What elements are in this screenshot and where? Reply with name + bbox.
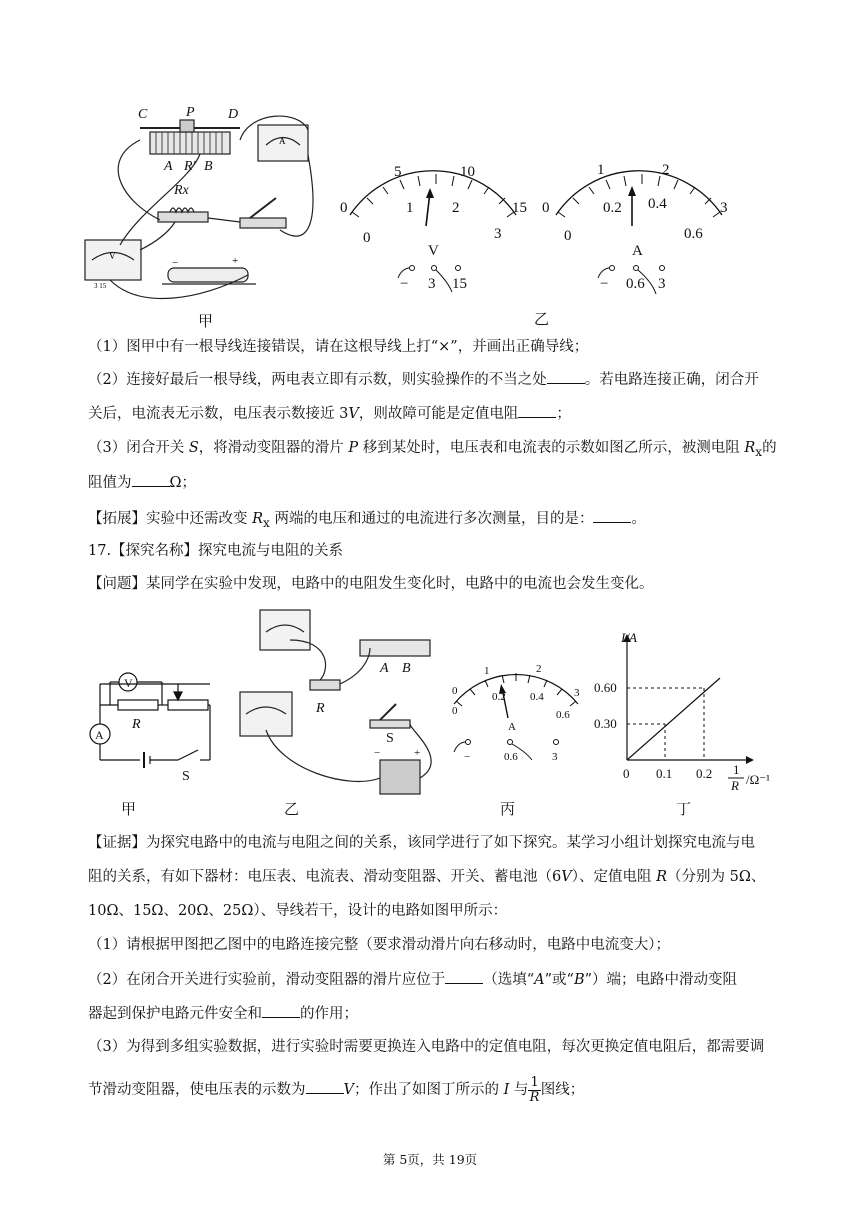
schematic-jia xyxy=(90,673,210,768)
p3b-text-4: 图线； xyxy=(540,1082,585,1098)
label-r-prime: R′ xyxy=(184,159,196,174)
p2a-symbol-a: A xyxy=(534,972,545,988)
p3b-text-3: 与 xyxy=(509,1082,529,1098)
switch xyxy=(240,218,286,228)
p2a-text-1: （2）在闭合开关进行实验前，滑动变阻器的滑片应位于 xyxy=(88,972,446,988)
rheostat-slider xyxy=(180,120,194,132)
amp-top-0: 0 xyxy=(542,200,550,216)
q3a-text-4: 的 xyxy=(762,440,777,456)
ding-xtick-0-2: 0.2 xyxy=(696,766,713,781)
q3a-text-3: 移到某处时，电压表和电流表的示数如图乙所示，被测电阻 xyxy=(358,440,745,456)
q2a-text-2: 。若电路连接正确，闭合开 xyxy=(584,372,759,388)
amp-bottom-0-4: 0.4 xyxy=(648,196,667,212)
amp-term-minus: − xyxy=(600,276,609,292)
battery xyxy=(168,268,248,282)
volt-bottom-1: 1 xyxy=(406,200,414,216)
ding-ytick-0-60: 0.60 xyxy=(594,680,617,695)
question-17-2b xyxy=(88,1003,788,1024)
p2a-symbol-b: B xyxy=(573,972,585,988)
data-line xyxy=(627,678,720,760)
answer-blank[interactable] xyxy=(132,472,170,487)
q3a-symbol-s: S xyxy=(188,440,199,456)
amp-top-3: 3 xyxy=(720,200,728,216)
question-17-3b xyxy=(88,1073,788,1107)
question-17-problem: 【问题】某同学在实验中发现，电路中的电阻发生变化时，电路中的电流也会发生变化。 xyxy=(88,576,654,592)
amp-letter: A xyxy=(632,243,643,259)
ev2-unit-v: V xyxy=(561,869,572,885)
question-17-2a xyxy=(88,969,788,990)
bing-bottom-0: 0 xyxy=(452,705,458,717)
voltmeter-dial xyxy=(340,164,527,292)
fraction-denominator-r: R xyxy=(529,1089,540,1105)
bing-top-2: 2 xyxy=(536,663,542,675)
caption-bing: 丙 xyxy=(500,800,516,818)
q2b-text-3: ； xyxy=(556,406,571,422)
question-17-title: 17.【探究名称】探究电流与电阻的关系 xyxy=(88,543,344,559)
ext-symbol-r: R xyxy=(252,511,264,527)
fraction-numerator: 1 xyxy=(530,1074,539,1090)
volt-top-0: 0 xyxy=(340,200,348,216)
question-16-3a xyxy=(88,438,788,462)
volt-term-minus: − xyxy=(400,276,409,292)
figure-1 xyxy=(80,100,780,325)
jia-a: A xyxy=(95,728,104,742)
question-16-2a xyxy=(88,369,788,390)
device-photo-yi xyxy=(240,610,431,794)
ding-xlabel-num: 1 xyxy=(733,762,740,777)
yi-plus: + xyxy=(414,747,421,759)
question-16-1: （1）图甲中有一根导线连接错误，请在这根导线上打“×”，并画出正确导线； xyxy=(88,339,589,355)
ding-xtick-0-1: 0.1 xyxy=(656,766,673,781)
ext-text-3: 。 xyxy=(631,511,646,527)
bing-top-1: 1 xyxy=(484,665,490,677)
answer-blank[interactable] xyxy=(593,508,631,523)
caption-jia-2: 甲 xyxy=(121,800,137,818)
ammeter-letter: A xyxy=(279,136,286,146)
ext-text-2: 两端的电压和通过的电流进行多次测量，目的是： xyxy=(269,511,594,527)
ammeter-dial-bing xyxy=(452,663,580,763)
answer-blank[interactable] xyxy=(445,969,483,984)
bing-bottom-0-6: 0.6 xyxy=(556,709,570,721)
bing-bottom-0-4: 0.4 xyxy=(530,691,544,703)
p3b-unit-v: V xyxy=(343,1082,354,1098)
question-16-2b xyxy=(88,403,788,424)
evidence-line-1: 【证据】为探究电路中的电流与电阻之间的关系，该同学进行了如下探究。某学习小组计划探究电流与电 xyxy=(88,835,755,851)
volt-top-15: 15 xyxy=(512,200,527,216)
amp-top-2: 2 xyxy=(662,162,670,178)
answer-blank[interactable] xyxy=(518,403,556,418)
label-d: D xyxy=(228,107,239,122)
bing-top-3: 3 xyxy=(574,687,580,699)
p3b-symbol-i: I xyxy=(503,1082,510,1098)
amp-top-1: 1 xyxy=(597,162,605,178)
volt-letter: V xyxy=(428,243,439,259)
ding-ytick-0-30: 0.30 xyxy=(594,716,617,731)
extension-16 xyxy=(88,508,788,533)
bing-term-3: 3 xyxy=(552,751,558,763)
fraction-denominator xyxy=(528,1091,540,1105)
voltmeter-letter: V xyxy=(109,251,116,261)
q3a-text-2: ，将滑动变阻器的滑片 xyxy=(198,440,349,456)
ev2-text-3: （分别为 5Ω、 xyxy=(667,869,766,885)
resistor-rx xyxy=(158,212,208,222)
bing-top-0: 0 xyxy=(452,685,458,697)
volt-bottom-3: 3 xyxy=(494,226,502,242)
ding-ylabel: I/A xyxy=(621,630,637,645)
schematic-rheostat xyxy=(168,700,208,710)
jia-r: R xyxy=(132,717,141,732)
q3b-text-1: 阻值为 xyxy=(88,475,132,491)
graph-ding xyxy=(594,630,770,793)
jia-s: S xyxy=(182,769,190,784)
yi-a: A xyxy=(380,661,389,676)
ding-xlabel-unit: /Ω⁻¹ xyxy=(746,772,771,787)
volt-term-3: 3 xyxy=(428,276,436,292)
q2a-text-1: （2）连接好最后一根导线，两电表立即有示数，则实验操作的不当之处 xyxy=(88,372,547,388)
label-a: A xyxy=(164,159,173,174)
q2b-unit-v: V xyxy=(348,406,359,422)
caption-ding: 丁 xyxy=(676,800,692,818)
p2a-text-3: ”或“ xyxy=(544,972,574,988)
schematic-resistor xyxy=(118,700,158,710)
question-16-3b xyxy=(88,472,788,493)
page-footer: 第 5页，共 19页 xyxy=(382,1152,478,1167)
ammeter-dial xyxy=(542,162,728,294)
volt-top-10: 10 xyxy=(460,164,475,180)
fraction-one-over-r xyxy=(528,1076,540,1105)
p2a-text-4: ”）端；电路中滑动变阻 xyxy=(584,972,738,988)
caption-yi-2: 乙 xyxy=(284,800,300,818)
voltmeter-terminals: 3 15 xyxy=(94,282,107,290)
battery-plus: + xyxy=(232,255,239,267)
bing-bottom-0-2: 0.2 xyxy=(492,691,506,703)
evidence-line-3: 10Ω、15Ω、20Ω、25Ω）、导线若干，设计的电路如图甲所示： xyxy=(88,903,508,919)
label-c: C xyxy=(138,107,148,122)
yi-s: S xyxy=(386,731,394,746)
resistor-device xyxy=(310,680,340,690)
figure-2 xyxy=(70,600,790,820)
caption-jia-1: 甲 xyxy=(198,312,214,330)
q3a-symbol-p: P xyxy=(348,440,359,456)
q3a-text-1: （3）闭合开关 xyxy=(88,440,189,456)
caption-yi-1: 乙 xyxy=(534,310,550,328)
volt-top-5: 5 xyxy=(394,164,402,180)
battery-device xyxy=(380,760,420,794)
question-17-1: （1）请根据甲图把乙图中的电路连接完整（要求滑动滑片向右移动时，电路中电流变大）； xyxy=(88,937,670,953)
ev2-text-2: ）、定值电阻 xyxy=(571,869,657,885)
p2a-text-2: （选填“ xyxy=(483,972,535,988)
ding-xtick-0: 0 xyxy=(623,766,630,781)
ding-xlabel-den: R xyxy=(731,778,739,793)
ammeter-device xyxy=(240,692,292,736)
evidence-line-2 xyxy=(88,867,788,887)
label-b: B xyxy=(204,159,213,174)
p2b-text-2: 的作用； xyxy=(300,1006,358,1022)
yi-minus: − xyxy=(374,747,381,759)
question-17-3a: （3）为得到多组实验数据，进行实验时需要更换连入电路中的定值电阻，每次更换定值电阻后，都需要调 xyxy=(88,1039,765,1055)
ext-text-1: 【拓展】实验中还需改变 xyxy=(88,511,253,527)
q3a-subscript-x: x xyxy=(755,444,763,459)
bing-term-0-6: 0.6 xyxy=(504,751,518,763)
answer-blank[interactable] xyxy=(306,1079,344,1094)
battery-minus: − xyxy=(172,257,179,269)
ext-subscript-x: x xyxy=(263,515,270,530)
answer-blank[interactable] xyxy=(547,369,585,384)
label-rx: Rx xyxy=(174,183,189,198)
label-p: P xyxy=(186,105,195,120)
amp-bottom-0: 0 xyxy=(564,228,572,244)
q2b-text-1: 关后，电流表无示数，电压表示数接近 3 xyxy=(88,406,349,422)
yi-r: R xyxy=(316,701,325,716)
voltmeter-device xyxy=(260,610,310,650)
yi-b: B xyxy=(402,661,411,676)
amp-bottom-0-6: 0.6 xyxy=(684,226,703,242)
jia-v: V xyxy=(124,676,133,690)
amp-term-3: 3 xyxy=(658,276,666,292)
bing-term-minus: − xyxy=(464,751,471,763)
q3b-text-2: Ω； xyxy=(169,475,197,491)
amp-term-0-6: 0.6 xyxy=(626,276,645,292)
ev2-symbol-r: R xyxy=(656,869,667,885)
switch-device xyxy=(370,720,410,728)
p2b-text-1: 器起到保护电路元件安全和 xyxy=(88,1006,262,1022)
volt-term-15: 15 xyxy=(452,276,467,292)
p3b-text-1: 节滑动变阻器，使电压表的示数为 xyxy=(88,1082,306,1098)
q2b-text-2: ，则故障可能是定值电阻 xyxy=(358,406,519,422)
ev2-text-1: 阻的关系，有如下器材：电压表、电流表、滑动变阻器、开关、蓄电池（6 xyxy=(88,869,562,885)
p3b-text-2: ；作出了如图丁所示的 xyxy=(353,1082,504,1098)
volt-bottom-0: 0 xyxy=(363,230,371,246)
amp-bottom-0-2: 0.2 xyxy=(603,200,622,216)
answer-blank[interactable] xyxy=(262,1003,300,1018)
q3a-symbol-r: R xyxy=(744,440,756,456)
volt-bottom-2: 2 xyxy=(452,200,460,216)
bing-letter: A xyxy=(508,721,516,733)
